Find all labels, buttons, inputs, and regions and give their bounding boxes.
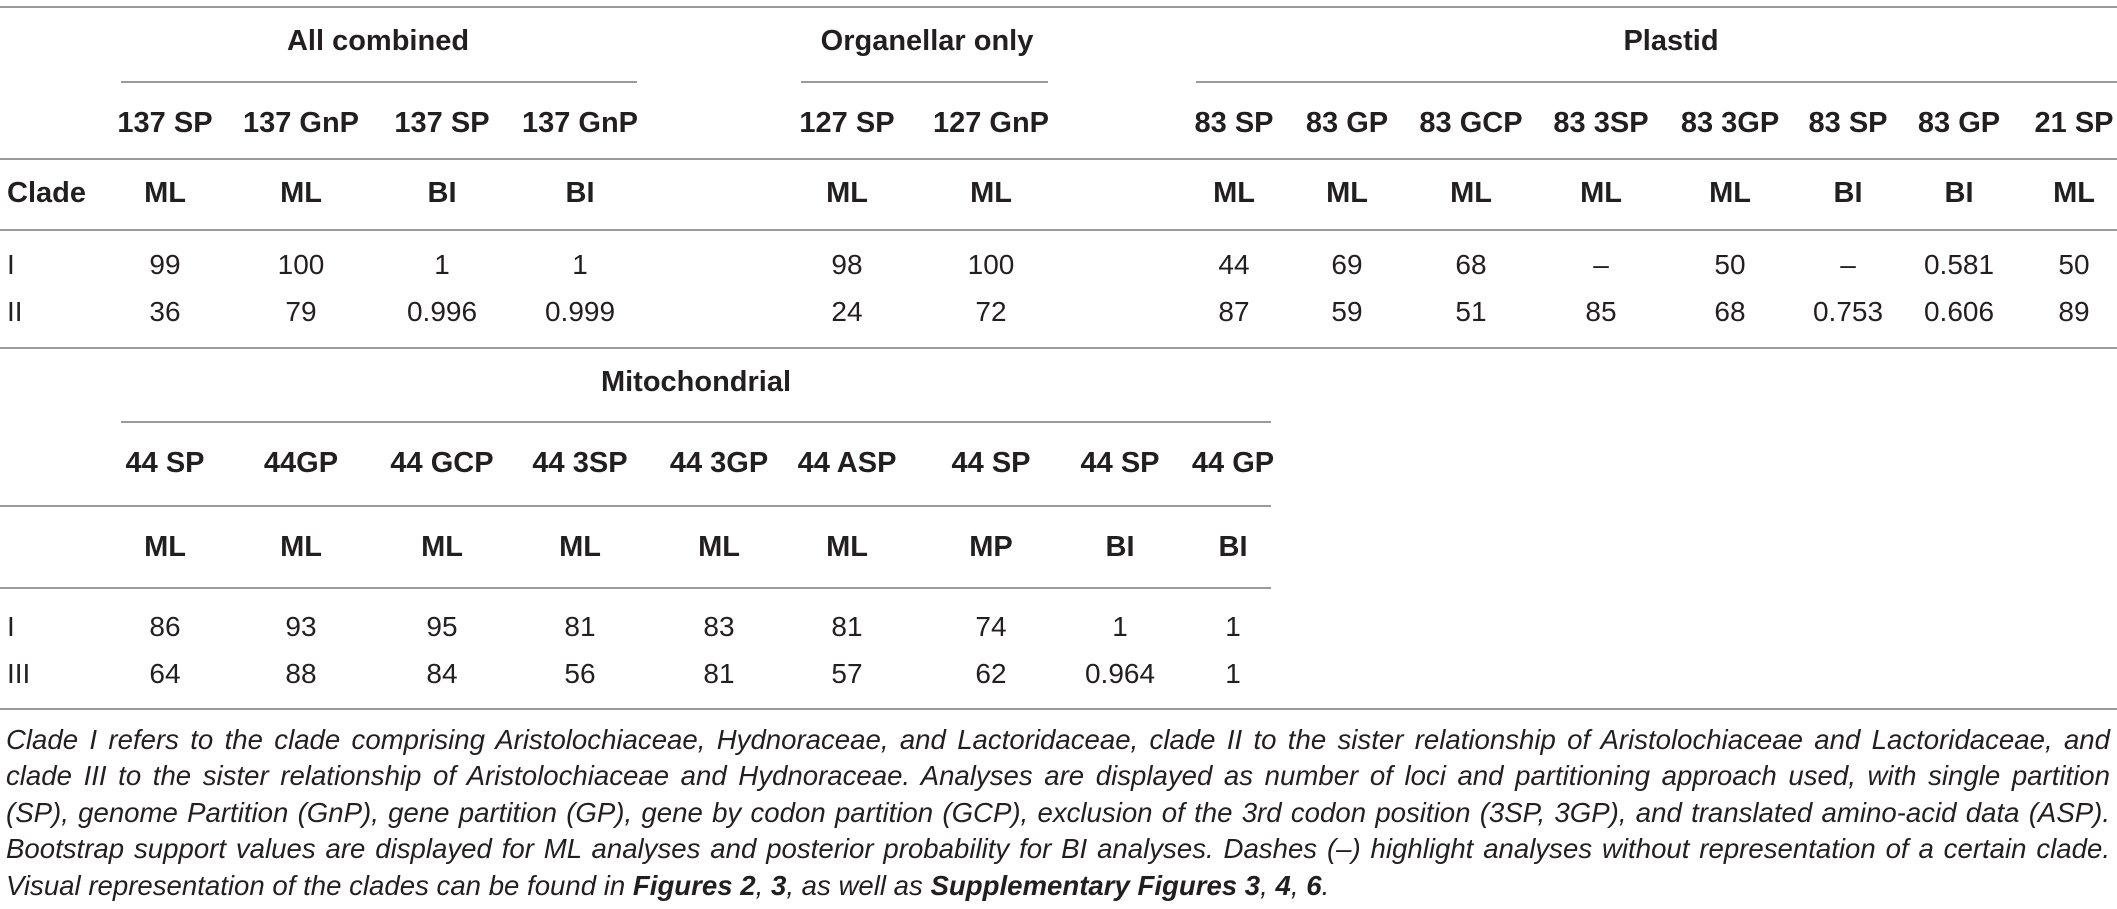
table-cell: – (1593, 249, 1609, 280)
top-rule (0, 6, 2117, 8)
table-cell: 85 (1585, 296, 1617, 327)
clade-label: I (7, 611, 15, 642)
method-header: ML (280, 531, 322, 563)
supplementary-figure-reference-link[interactable]: 6 (1306, 869, 1322, 901)
dataset-header: 137 GnP (242, 107, 360, 139)
table-cell: 72 (975, 296, 1007, 327)
dataset-header: 44 SP (951, 447, 1031, 479)
dataset-header: 44 GCP (390, 447, 494, 479)
table-cell: 83 (703, 611, 735, 642)
table-1-bottom-rule (0, 347, 2117, 349)
dataset-header: 83 SP (1194, 107, 1274, 139)
table-cell: 69 (1331, 249, 1363, 280)
method-header: BI (1218, 531, 1248, 563)
table-cell: 89 (2058, 296, 2090, 327)
group-underline-organellar-only (801, 81, 1048, 83)
table-cell: 0.606 (1923, 296, 1995, 327)
method-header: ML (1709, 177, 1751, 209)
table-cell: 86 (149, 611, 181, 642)
dataset-header: 83 3GP (1680, 107, 1780, 139)
table-cell: – (1840, 249, 1856, 280)
method-header: ML (1326, 177, 1368, 209)
table-cell: 100 (277, 249, 325, 280)
caption-text: Visual representation of the clades can be found in (6, 869, 633, 901)
caption-text: . (1321, 869, 1330, 901)
dataset-header: 44 SP (1080, 447, 1160, 479)
method-header: ML (559, 531, 601, 563)
method-rule (0, 229, 2117, 231)
dataset-header: 83 GP (1305, 107, 1389, 139)
table-cell: 84 (426, 658, 458, 689)
supplementary-figure-reference-link[interactable]: 4 (1275, 869, 1291, 901)
group-header-organellar-only: Organellar only (820, 25, 1034, 57)
clade-label: III (7, 658, 31, 689)
table-cell: 81 (831, 611, 863, 642)
dataset-header: 44 GP (1191, 447, 1275, 479)
method-header: ML (826, 531, 868, 563)
dataset-header: 83 3SP (1553, 107, 1649, 139)
table-cell: 44 (1218, 249, 1250, 280)
method-header: ML (698, 531, 740, 563)
table-cell: 24 (831, 296, 863, 327)
table-cell: 36 (149, 296, 181, 327)
caption-line: Clade I refers to the clade comprising Aristolochiaceae, Hydnoraceae, and Lactoridaceae, clade II to the sister relationship of Aristolochiaceae and Lactoridaceae, and (6, 724, 2110, 755)
table-cell: 0.964 (1084, 658, 1156, 689)
table-caption (6, 722, 2110, 904)
table-cell: 79 (285, 296, 317, 327)
table-cell: 50 (1714, 249, 1746, 280)
clade-label: I (7, 249, 15, 280)
table-cell: 56 (564, 658, 596, 689)
dataset-header: 44 3GP (669, 447, 769, 479)
table-cell: 1 (1112, 611, 1128, 642)
caption-line: (SP), genome Partition (GnP), gene partition (GP), gene by codon partition (GCP), exclusion of the 3rd codon position (3SP, 3GP), and translated amino-acid data (ASP). (6, 796, 2110, 828)
table-cell: 99 (149, 249, 181, 280)
table-cell: 51 (1455, 296, 1487, 327)
table-cell: 100 (967, 249, 1015, 280)
method-header: ML (1580, 177, 1622, 209)
caption-line: clade III to the sister relationship of Aristolochiaceae and Hydnoraceae. Analyses are displayed as number of loci and partitioning approach used, with single partition (6, 760, 2110, 792)
figure-reference-link[interactable]: 3 (770, 869, 787, 901)
method-header: ML (826, 177, 868, 209)
dataset-header: 44 3SP (532, 447, 628, 479)
table-cell: 0.999 (544, 296, 616, 327)
caption-text: , (1290, 869, 1307, 901)
table-cell: 95 (426, 611, 458, 642)
table-cell: 64 (149, 658, 181, 689)
clade-label: II (7, 296, 23, 327)
method-header: ML (2053, 177, 2095, 209)
dataset-header: 127 GnP (932, 107, 1050, 139)
caption-line (6, 868, 2110, 904)
table-cell: 0.996 (406, 296, 478, 327)
dataset-header: 83 GCP (1419, 107, 1523, 139)
method-header: ML (1213, 177, 1255, 209)
table-cell: 81 (703, 658, 735, 689)
caption-line: Bootstrap support values are displayed for ML analyses and posterior probability for BI analyses. Dashes (–) highlight analyses without representation of a certain clade. (6, 833, 2110, 865)
method-header: BI (565, 177, 595, 209)
table-cell: 81 (564, 611, 596, 642)
table-cell: 59 (1331, 296, 1363, 327)
table-cell: 93 (285, 611, 317, 642)
table-cell: 87 (1218, 296, 1250, 327)
table-cell: 68 (1455, 249, 1487, 280)
method-rule (0, 587, 1271, 589)
table-cell: 62 (975, 658, 1007, 689)
table-cell: 74 (975, 611, 1007, 642)
dataset-header: 21 SP (2034, 107, 2114, 139)
dataset-header: 137 SP (117, 107, 213, 139)
group-underline-mitochondrial (121, 421, 1271, 423)
method-header: BI (1944, 177, 1974, 209)
supplementary-figure-reference-link[interactable]: Supplementary Figures 3 (930, 869, 1261, 901)
dataset-header: 137 SP (394, 107, 490, 139)
dataset-header: 137 GnP (521, 107, 639, 139)
caption-text: , (1260, 869, 1276, 901)
dataset-header: 83 GP (1917, 107, 2001, 139)
table-cell: 88 (285, 658, 317, 689)
group-header-plastid: Plastid (1623, 25, 1719, 57)
method-header: BI (1105, 531, 1135, 563)
group-underline-plastid (1196, 81, 2117, 83)
table-cell: 50 (2058, 249, 2090, 280)
method-header: ML (421, 531, 463, 563)
group-header-all-combined: All combined (286, 25, 470, 57)
method-header: BI (427, 177, 457, 209)
table-cell: 1 (434, 249, 450, 280)
method-header: MP (969, 531, 1013, 563)
table-cell: 1 (572, 249, 588, 280)
table-cell: 0.581 (1923, 249, 1995, 280)
table-cell: 1 (1225, 611, 1241, 642)
header-rule (0, 158, 2117, 160)
dataset-header: 83 SP (1808, 107, 1888, 139)
table-cell: 1 (1225, 658, 1241, 689)
caption-text: , (755, 869, 771, 901)
group-underline-all-combined (121, 81, 637, 83)
method-header: ML (144, 531, 186, 563)
method-header: ML (280, 177, 322, 209)
method-header: BI (1833, 177, 1863, 209)
caption-text: , as well as (786, 869, 931, 901)
method-header: ML (144, 177, 186, 209)
table-cell: 0.753 (1812, 296, 1884, 327)
method-header: ML (1450, 177, 1492, 209)
table-cell: 98 (831, 249, 863, 280)
method-header: ML (970, 177, 1012, 209)
figure-reference-link[interactable]: Figures 2 (632, 869, 756, 901)
table-cell: 68 (1714, 296, 1746, 327)
dataset-header: 44GP (263, 447, 339, 479)
table-cell: 57 (831, 658, 863, 689)
header-rule (0, 505, 1271, 507)
dataset-header: 44 SP (125, 447, 205, 479)
clade-column-header: Clade (7, 177, 86, 209)
group-header-mitochondrial: Mitochondrial (600, 366, 792, 398)
dataset-header: 44 ASP (797, 447, 897, 479)
dataset-header: 127 SP (799, 107, 895, 139)
table-2-bottom-rule (0, 708, 2117, 710)
